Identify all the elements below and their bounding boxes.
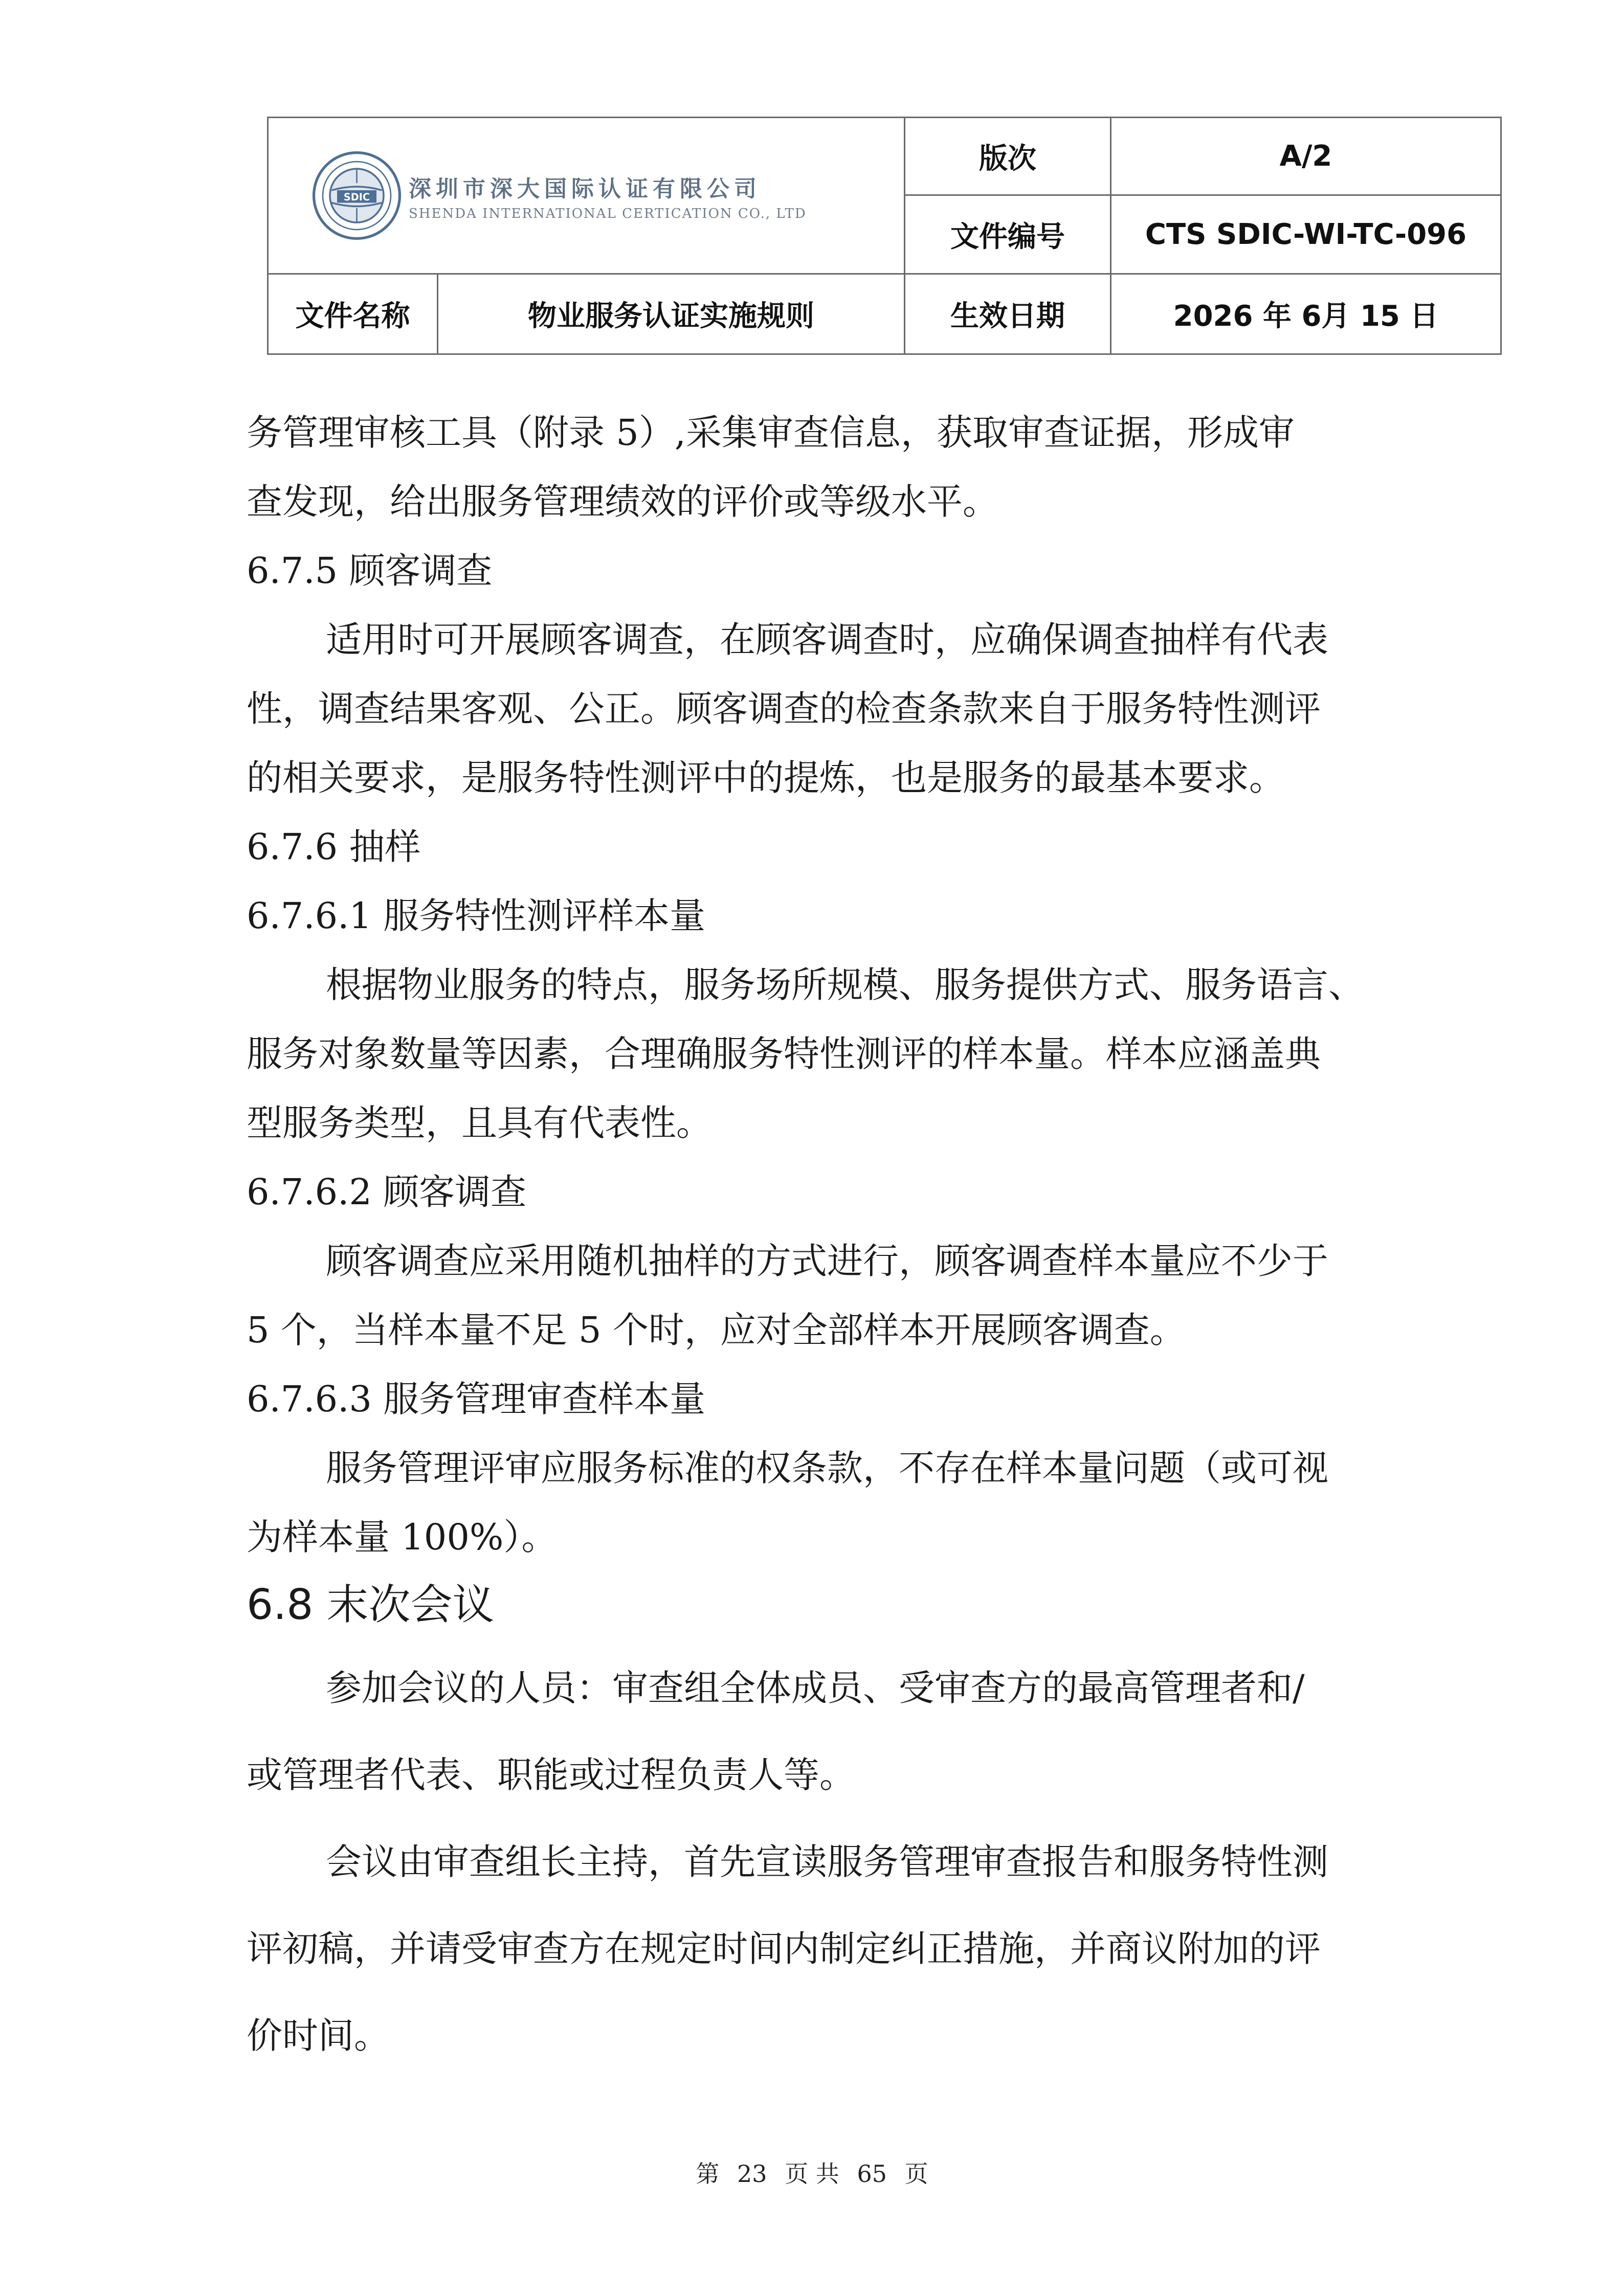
doc-name-label: 文件名称: [268, 274, 438, 354]
footer-prefix: 第: [696, 2160, 720, 2188]
footer-mid: 页 共: [785, 2160, 839, 2188]
section-heading-6-7-6: 6.7.6 抽样: [247, 826, 421, 868]
version-value: A/2: [1111, 118, 1501, 195]
page-footer: [0, 2155, 1624, 2189]
paragraph-line: 型服务类型，且具有代表性。: [247, 1102, 712, 1144]
paragraph-line: 会议由审查组长主持，首先宣读服务管理审查报告和服务特性测: [326, 1841, 1328, 1883]
paragraph-line: 评初稿，并请受审查方在规定时间内制定纠正措施，并商议附加的评: [247, 1928, 1321, 1970]
company-name-cn: 深圳市深大国际认证有限公司: [409, 175, 761, 202]
total-pages: 65: [857, 2160, 887, 2188]
page-number: 23: [737, 2160, 767, 2188]
paragraph-line: 根据物业服务的特点，服务场所规模、服务提供方式、服务语言、: [326, 964, 1364, 1006]
paragraph-line: 适用时可开展顾客调查，在顾客调查时，应确保调查抽样有代表: [326, 619, 1328, 661]
logo-text: SDIC: [343, 191, 370, 204]
paragraph-line: 价时间。: [247, 2015, 390, 2057]
effective-date-label: 生效日期: [905, 274, 1111, 354]
paragraph-line: 顾客调查应采用随机抽样的方式进行，顾客调查样本量应不少于: [326, 1240, 1328, 1282]
paragraph-line: 或管理者代表、职能或过程负责人等。: [247, 1754, 855, 1796]
section-heading-6-7-6-3: 6.7.6.3 服务管理审查样本量: [247, 1378, 706, 1420]
company-name-en: SHENDA INTERNATIONAL CERTICATION CO., LTD: [409, 206, 807, 221]
paragraph-line: 查发现，给出服务管理绩效的评价或等级水平。: [247, 481, 998, 523]
section-heading-6-7-6-1: 6.7.6.1 服务特性测评样本量: [247, 895, 706, 937]
paragraph-line: 服务对象数量等因素，合理确服务特性测评的样本量。样本应涵盖典: [247, 1033, 1321, 1075]
section-heading-6-8: 6.8 末次会议: [247, 1581, 495, 1629]
paragraph-line: 参加会议的人员：审查组全体成员、受审查方的最高管理者和/: [326, 1667, 1305, 1709]
section-heading-6-7-5: 6.7.5 顾客调查: [247, 550, 493, 592]
version-label: 版次: [905, 118, 1111, 195]
document-header-table: [267, 117, 1502, 355]
paragraph-line: 性，调查结果客观、公正。顾客调查的检查条款来自于服务特性测评: [247, 688, 1321, 730]
paragraph-line: 的相关要求，是服务特性测评中的提炼，也是服务的最基本要求。: [247, 757, 1285, 799]
paragraph-line: 5 个，当样本量不足 5 个时，应对全部样本开展顾客调查。: [247, 1309, 1186, 1351]
paragraph-line: 为样本量 100%）。: [247, 1516, 558, 1558]
company-logo-cell: [268, 118, 905, 274]
effective-date-value: 2026 年 6月 15 日: [1111, 274, 1501, 354]
paragraph-line: 务管理审核工具（附录 5）,采集审查信息，获取审查证据，形成审: [247, 412, 1295, 454]
footer-suffix: 页: [904, 2160, 928, 2188]
doc-name-value: 物业服务认证实施规则: [438, 274, 905, 354]
paragraph-line: 服务管理评审应服务标准的权条款，不存在样本量问题（或可视: [326, 1447, 1328, 1489]
doc-number-label: 文件编号: [905, 195, 1111, 274]
doc-number-value: CTS SDIC-WI-TC-096: [1111, 195, 1501, 274]
section-heading-6-7-6-2: 6.7.6.2 顾客调查: [247, 1171, 527, 1213]
company-seal-logo: [312, 151, 402, 240]
